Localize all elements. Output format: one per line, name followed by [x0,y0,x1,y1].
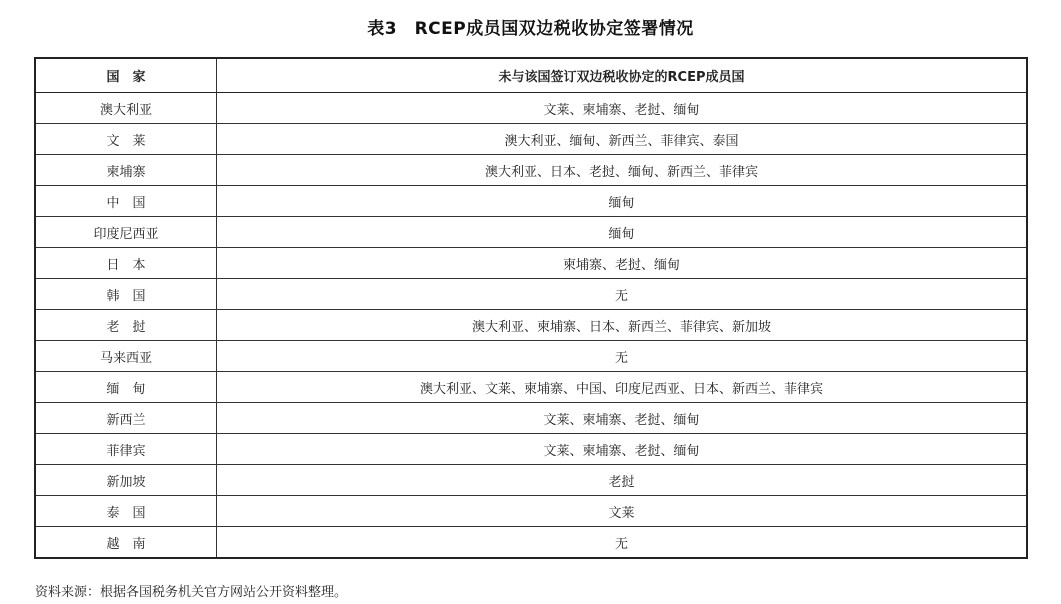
country-cell: 老 挝 [35,310,217,341]
source-note: 资料来源：根据各国税务机关官方网站公开资料整理。 [35,585,348,600]
header-country: 国 家 [35,58,217,93]
missing-treaty-cell: 无 [217,527,1028,559]
missing-treaty-cell: 缅甸 [217,217,1028,248]
table-row [35,434,1027,465]
country-cell: 文 莱 [35,124,217,155]
table-header-row [35,58,1027,93]
country-cell: 日 本 [35,248,217,279]
country-cell: 越 南 [35,527,217,559]
table-row [35,279,1027,310]
table-row [35,465,1027,496]
table-row [35,93,1027,124]
table-row [35,403,1027,434]
country-cell: 菲律宾 [35,434,217,465]
table-title: 表3 RCEP成员国双边税收协定签署情况 [367,19,694,39]
table-row [35,124,1027,155]
country-cell: 印度尼西亚 [35,217,217,248]
rcep-tax-treaty-table [34,57,1028,559]
missing-treaty-cell: 无 [217,279,1028,310]
country-cell: 新西兰 [35,403,217,434]
table-row [35,310,1027,341]
country-cell: 柬埔寨 [35,155,217,186]
table-row [35,248,1027,279]
table-row [35,186,1027,217]
missing-treaty-cell: 澳大利亚、缅甸、新西兰、菲律宾、泰国 [217,124,1028,155]
header-missing-treaty-members: 未与该国签订双边税收协定的RCEP成员国 [217,58,1028,93]
country-cell: 马来西亚 [35,341,217,372]
missing-treaty-cell: 老挝 [217,465,1028,496]
table-row [35,217,1027,248]
missing-treaty-cell: 缅甸 [217,186,1028,217]
missing-treaty-cell: 澳大利亚、日本、老挝、缅甸、新西兰、菲律宾 [217,155,1028,186]
country-cell: 澳大利亚 [35,93,217,124]
table-row [35,527,1027,559]
missing-treaty-cell: 澳大利亚、文莱、柬埔寨、中国、印度尼西亚、日本、新西兰、菲律宾 [217,372,1028,403]
missing-treaty-cell: 文莱、柬埔寨、老挝、缅甸 [217,434,1028,465]
table-row [35,496,1027,527]
country-cell: 缅 甸 [35,372,217,403]
missing-treaty-cell: 澳大利亚、柬埔寨、日本、新西兰、菲律宾、新加坡 [217,310,1028,341]
missing-treaty-cell: 文莱、柬埔寨、老挝、缅甸 [217,93,1028,124]
table-row [35,341,1027,372]
missing-treaty-cell: 无 [217,341,1028,372]
country-cell: 中 国 [35,186,217,217]
table-row [35,155,1027,186]
missing-treaty-cell: 柬埔寨、老挝、缅甸 [217,248,1028,279]
table-row [35,372,1027,403]
country-cell: 新加坡 [35,465,217,496]
missing-treaty-cell: 文莱 [217,496,1028,527]
missing-treaty-cell: 文莱、柬埔寨、老挝、缅甸 [217,403,1028,434]
country-cell: 泰 国 [35,496,217,527]
country-cell: 韩 国 [35,279,217,310]
